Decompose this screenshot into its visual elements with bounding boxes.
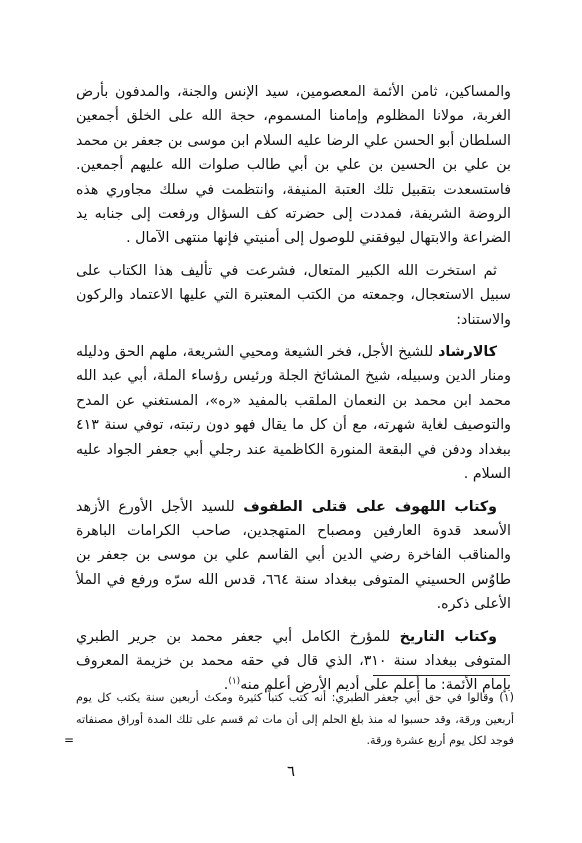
footnote [76, 687, 514, 752]
page-number: ٦ [286, 762, 296, 780]
paragraph-5-text: للمؤرخ الكامل أبي جعفر محمد بن جرير الطبري المتوفى ببغداد سنة ٣١٠، الذي قال في حقه محمد بن خزيمة المعروف بإمام الأئمة: ما أعلم على أديم الأرض أعلم منه [76, 628, 511, 694]
paragraph-1 [76, 80, 511, 251]
paragraph-4 [76, 495, 511, 617]
continuation-mark: = [64, 733, 75, 747]
paragraph-3 [76, 340, 511, 486]
paragraph-2-text: ثم استخرت الله الكبير المتعال، فشرعت في تأليف هذا الكتاب على سبيل الاستعجال، وجمعته من الكتب المعتبرة التي عليها الاعتماد والركون والاستناد: [76, 262, 511, 328]
paragraph-3-text: للشيخ الأجل، فخر الشيعة ومحيي الشريعة، ملهم الحق ودليله ومنار الدين وسبيله، شيخ المشائخ الجلة ورئيس رؤساء الملة، أبي عبد الله محمد ابن محمد بن النعمان الملقب بالمفيد «ره»، المستغني عن المدح والتوصيف لغاية شهرته، مع أن كل ما يقال فهو دون رتبته، توفي سنة ٤١٣ ببغداد ودفن في البقعة المنورة الكاظمية عند رجلي أبي جعفر الجواد عليه السلام . [76, 344, 511, 483]
footnote-text: (١) وقالوا في حق أبي جعفر الطبري: أنه كتب كتباً كثيرة ومكث أربعين سنة يكتب كل يوم أربعين ورقة، وقد حسبوا له منذ بلغ الحلم إلى أن مات ثم قسم على تلك المدة أوراق مصنفاته فوجد لكل يوم أربع عشرة ورقة. [76, 691, 514, 747]
paragraph-1-text: والمساكين، ثامن الأئمة المعصومين، سيد الإنس والجنة، والمدفون بأرض الغربة، مولانا المظلوم وإمامنا المسموم، حجة الله على الخلق أجمعين السلطان أبو الحسن علي الرضا عليه السلام ابن موسى بن جعفر بن محمد بن علي بن الحسين بن علي بن أبي طالب صلوات الله عليهم أجمعين. فاستسعدت بتقبيل تلك العتبة المنيفة، وانتظمت في سلك مجاوري هذه الروضة الشريفة، فمددت إلى حضرته كف السؤال ورفعت إلى جنابه يد الضراعة والابتهال ليوفقني للوصول إلى أمنيتي فإنها منتهى الآمال . [76, 84, 511, 247]
paragraph-5-tail: . [223, 677, 229, 694]
paragraph-2 [76, 259, 511, 332]
paragraph-4-text: للسيد الأجل الأورع الأزهد الأسعد قدوة العارفين ومصباح المتهجدين، صاحب الكرامات الباهرة والمناقب الفاخرة رضي الدين أبي القاسم علي بن موسى بن جعفر بن طاوُس الحسيني المتوفى ببغداد سنة ٦٦٤، قدس الله سرّه ورفع في الملأ الأعلى ذكره. [76, 498, 512, 613]
footnote-reference[interactable]: (١) [228, 676, 241, 687]
book-title-irshad: كالارشاد [438, 344, 497, 361]
main-text [76, 80, 511, 706]
book-title-tarikh: وكتاب التاريخ [399, 628, 497, 645]
footnote-separator [373, 675, 510, 676]
book-title-luhuf: وكتاب اللهوف على قتلى الطفوف [243, 498, 497, 515]
